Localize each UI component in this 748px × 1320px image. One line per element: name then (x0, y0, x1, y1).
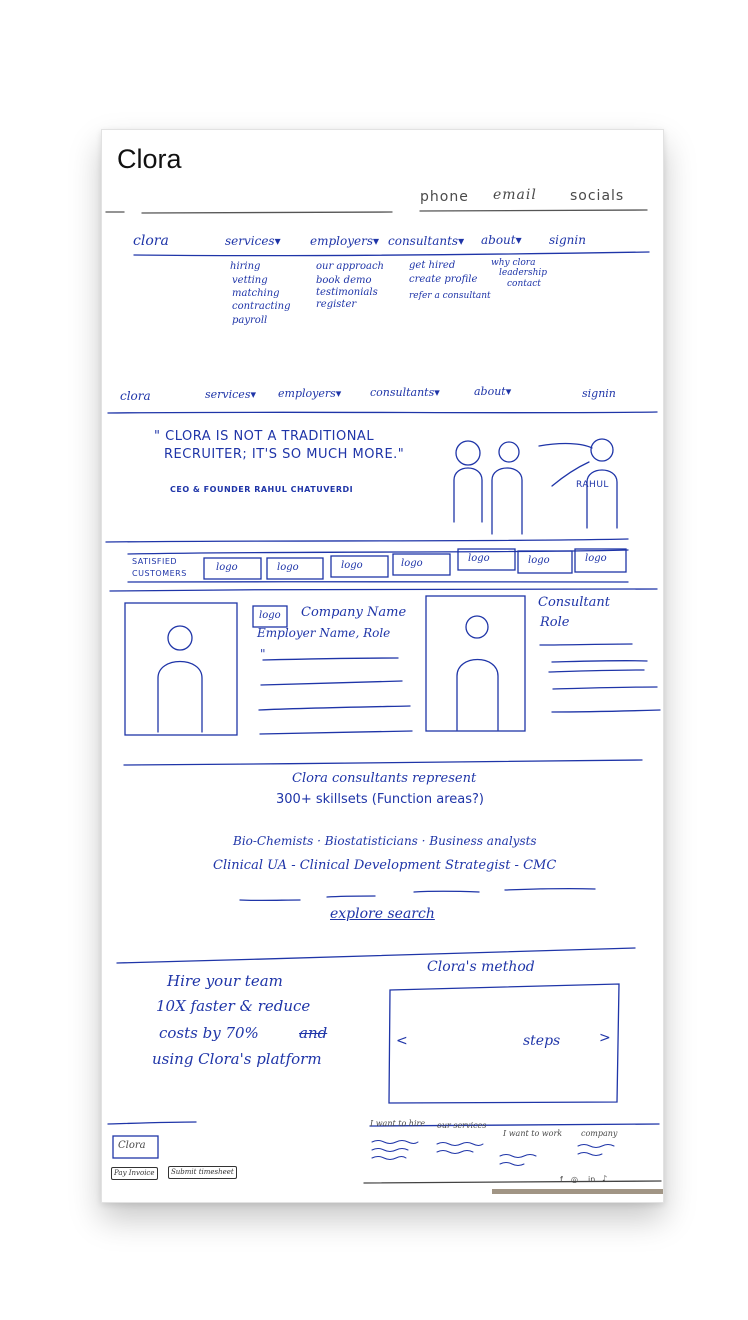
carousel-content: steps (523, 1033, 561, 1049)
tiktok-icon[interactable]: ♪ (602, 1174, 608, 1183)
nav2-item-consultants[interactable]: consultants▾ (370, 386, 440, 399)
customers-label-line2: CUSTOMERS (132, 569, 187, 578)
nav1-item-about[interactable]: about▾ (481, 233, 522, 247)
nav2-item-services[interactable]: services▾ (205, 388, 256, 401)
nav2-item-signin[interactable]: signin (582, 387, 616, 400)
linkedin-icon[interactable]: in (588, 1175, 596, 1184)
method-title: Clora's method (427, 959, 535, 975)
employers-menu-our-approach[interactable]: our approach (316, 261, 384, 272)
carousel-next-button[interactable]: > (599, 1030, 611, 1046)
hero-figure-label: RAHUL (576, 480, 609, 490)
skills-examples-line2: Clinical UA - Clinical Development Strategist - CMC (213, 858, 557, 873)
employer-quote-mark: " (260, 647, 266, 661)
instagram-icon[interactable]: ◎ (571, 1175, 578, 1184)
customer-logo: logo (401, 558, 423, 569)
employers-menu-register[interactable]: register (316, 299, 357, 310)
employer-logo: logo (259, 610, 281, 621)
pitch-line2: 10X faster & reduce (156, 997, 311, 1015)
nav2-logo[interactable]: clora (120, 389, 151, 403)
contact-socials: socials (570, 188, 625, 204)
footer-column-work[interactable]: I want to work (503, 1129, 563, 1138)
carousel-prev-button[interactable]: < (396, 1033, 408, 1049)
skills-examples-line1: Bio-Chemists · Biostatisticians · Business analysts (233, 834, 537, 848)
nav1-logo[interactable]: clora (133, 233, 169, 249)
consultant-title-line1: Consultant (538, 595, 610, 610)
customer-logo: logo (277, 562, 299, 573)
nav1-item-employers[interactable]: employers▾ (310, 234, 380, 248)
services-menu-payroll[interactable]: payroll (232, 315, 268, 326)
skills-line2: 300+ skillsets (Function areas?) (276, 792, 484, 807)
pitch-struck-word: and (299, 1024, 328, 1042)
nav1-item-consultants[interactable]: consultants▾ (388, 234, 465, 248)
about-menu-why-clora[interactable]: why clora (491, 258, 536, 268)
footer-column-services[interactable]: our services (437, 1121, 487, 1130)
employer-name-role: Employer Name, Role (257, 626, 391, 640)
nav2-item-employers[interactable]: employers▾ (278, 387, 342, 400)
footer-logo[interactable]: Clora (118, 1140, 146, 1151)
nav2-item-about[interactable]: about▾ (474, 385, 512, 398)
nav1-item-services[interactable]: services▾ (225, 234, 281, 248)
customer-logo: logo (341, 560, 363, 571)
consultant-title-line2: Role (540, 615, 570, 630)
consultants-menu-create-profile[interactable]: create profile (409, 274, 478, 285)
services-menu-hiring[interactable]: hiring (230, 261, 261, 272)
explore-search-link[interactable]: explore search (330, 906, 435, 922)
services-menu-vetting[interactable]: vetting (232, 275, 268, 286)
page-title: Clora (117, 144, 182, 174)
services-menu-contracting[interactable]: contracting (232, 301, 291, 312)
hero-quote-line1: " CLORA IS NOT A TRADITIONAL (154, 429, 375, 444)
pitch-line4: using Clora's platform (152, 1050, 322, 1068)
about-menu-leadership[interactable]: leadership (499, 268, 548, 278)
consultants-menu-refer[interactable]: refer a consultant (409, 291, 491, 301)
customer-logo: logo (528, 555, 550, 566)
customers-label-line1: SATISFIED (132, 557, 178, 566)
skills-line1: Clora consultants represent (292, 771, 477, 786)
services-menu-matching[interactable]: matching (232, 288, 280, 299)
footer-column-company[interactable]: company (581, 1129, 618, 1138)
footer-column-hire[interactable]: I want to hire (370, 1119, 426, 1128)
facebook-icon[interactable]: f (560, 1175, 563, 1184)
nav1-item-signin[interactable]: signin (549, 233, 586, 247)
wireframe-sketch-card (101, 129, 664, 1203)
hero-attribution: CEO & FOUNDER RAHUL CHATUVERDI (170, 485, 354, 494)
customer-logo: logo (468, 553, 490, 564)
submit-timesheet-button[interactable]: Submit timesheet (168, 1166, 237, 1179)
employers-menu-testimonials[interactable]: testimonials (316, 287, 378, 298)
consultants-menu-get-hired[interactable]: get hired (409, 260, 456, 271)
company-name: Company Name (301, 605, 407, 620)
hero-quote-line2: RECRUITER; IT'S SO MUCH MORE." (164, 447, 405, 462)
pitch-line3: costs by 70% (159, 1024, 259, 1042)
employers-menu-book-demo[interactable]: book demo (316, 275, 372, 286)
customer-logo: logo (585, 553, 607, 564)
contact-email: email (493, 187, 537, 203)
customer-logo: logo (216, 562, 238, 573)
about-menu-contact[interactable]: contact (507, 279, 541, 289)
pitch-line1: Hire your team (167, 972, 283, 990)
contact-phone: phone (420, 189, 469, 205)
pay-invoice-button[interactable]: Pay Invoice (111, 1167, 158, 1180)
